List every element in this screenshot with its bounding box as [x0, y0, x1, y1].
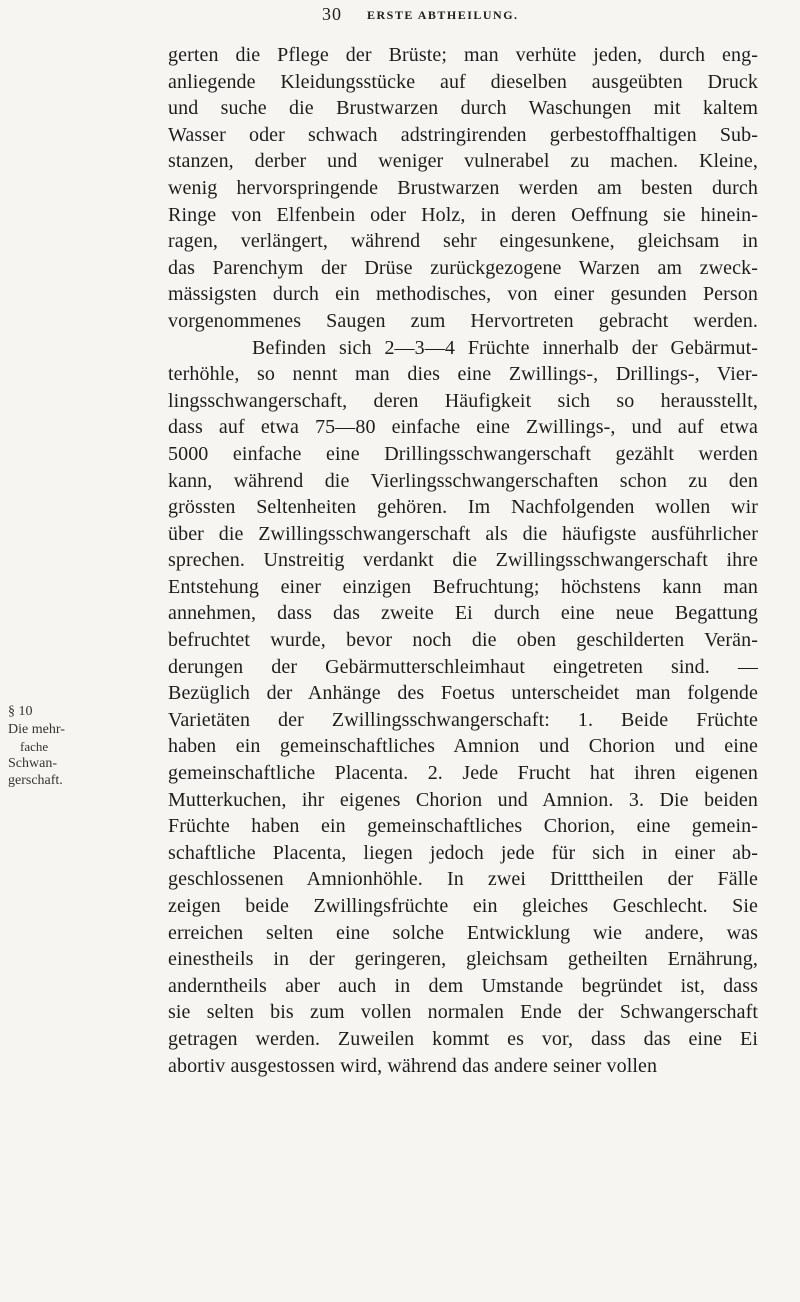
text-line: sie selten bis zum vollen normalen Ende der Schwangerschaft — [168, 1001, 758, 1024]
text-line: mässigsten durch ein methodisches, von einer gesunden Person — [168, 283, 758, 306]
text-line: Wasser oder schwach adstringirenden gerbestoffhaltigen Sub- — [168, 123, 758, 146]
margin-note-line: gerschaft. — [8, 773, 63, 788]
text-line: lingsschwangerschaft, deren Häufigkeit sich so herausstellt, — [168, 389, 758, 412]
text-line: schaftliche Placenta, liegen jedoch jede für sich in einer ab- — [168, 841, 758, 864]
text-line: sprechen. Unstreitig verdankt die Zwillingsschwangerschaft ihre — [168, 549, 758, 572]
text-line: anderntheils aber auch in dem Umstande begründet ist, dass — [168, 974, 758, 997]
text-line: terhöhle, so nennt man dies eine Zwillings-, Drillings-, Vier- — [168, 363, 758, 386]
text-line: befruchtet wurde, bevor noch die oben geschilderten Verän- — [168, 629, 758, 652]
text-line: stanzen, derber und weniger vulnerabel zu machen. Kleine, — [168, 150, 758, 173]
page-number: 30 — [322, 4, 342, 24]
text-line: Befinden sich 2—3—4 Früchte innerhalb der Gebärmut- — [252, 336, 758, 359]
text-line: Bezüglich der Anhänge des Foetus unterscheidet man folgende — [168, 682, 758, 705]
text-line: anliegende Kleidungsstücke auf dieselben ausgeübten Druck — [168, 70, 758, 93]
page-header — [0, 4, 800, 34]
text-line: Ringe von Elfenbein oder Holz, in deren Oeffnung sie hinein- — [168, 203, 758, 226]
text-line: ragen, verlängert, während sehr eingesunkene, gleichsam in — [168, 230, 758, 253]
margin-note-line: Die mehr- — [8, 722, 65, 737]
text-line: derungen der Gebärmutterschleimhaut eingetreten sind. — — [168, 655, 758, 678]
text-line: Entstehung einer einzigen Befruchtung; höchstens kann man — [168, 575, 758, 598]
text-line: abortiv ausgestossen wird, während das andere seiner vollen — [168, 1054, 658, 1077]
text-line: über die Zwillingsschwangerschaft als die häufigste ausführlicher — [168, 522, 758, 545]
text-line: einestheils in der geringeren, gleichsam getheilten Ernährung, — [168, 948, 758, 971]
section-number: § 10 — [8, 704, 33, 719]
text-line: und suche die Brustwarzen durch Waschungen mit kaltem — [168, 97, 758, 120]
text-line: grössten Seltenheiten gehören. Im Nachfolgenden wollen wir — [168, 496, 758, 519]
text-line: vorgenommenes Saugen zum Hervortreten gebracht werden. — [168, 309, 758, 332]
text-line: dass auf etwa 75—80 einfache eine Zwillings-, und auf etwa — [168, 416, 758, 439]
margin-note — [8, 703, 70, 789]
text-line: Mutterkuchen, ihr eigenes Chorion und Amnion. 3. Die beiden — [168, 788, 758, 811]
body-text — [168, 42, 758, 1079]
text-line: haben ein gemeinschaftliches Amnion und Chorion und eine — [168, 735, 758, 758]
text-line: gemeinschaftliche Placenta. 2. Jede Frucht hat ihren eigenen — [168, 762, 758, 785]
text-line: Früchte haben ein gemeinschaftliches Chorion, eine gemein- — [168, 815, 758, 838]
margin-note-line: Schwan- — [8, 756, 57, 771]
margin-note-line: fache — [20, 739, 49, 754]
text-line: Varietäten der Zwillingsschwangerschaft: 1. Beide Früchte — [168, 708, 758, 731]
text-line: geschlossenen Amnionhöhle. In zwei Dritttheilen der Fälle — [168, 868, 758, 891]
text-line: das Parenchym der Drüse zurückgezogene Warzen am zweck- — [168, 256, 758, 279]
text-line: wenig hervorspringende Brustwarzen werden am besten durch — [168, 176, 758, 199]
text-line: zeigen beide Zwillingsfrüchte ein gleiches Geschlecht. Sie — [168, 895, 758, 917]
text-line: erreichen selten eine solche Entwicklung wie andere, was — [168, 921, 758, 944]
text-line: getragen werden. Zuweilen kommt es vor, dass das eine Ei — [168, 1027, 758, 1050]
text-line: annehmen, dass das zweite Ei durch eine neue Begattung — [168, 602, 758, 625]
text-line: gerten die Pflege der Brüste; man verhüte jeden, durch eng- — [168, 44, 758, 66]
text-line: kann, während die Vierlingsschwangerschaften schon zu den — [168, 469, 758, 492]
text-line: 5000 einfache eine Drillingsschwangerschaft gezählt werden — [168, 442, 758, 465]
running-head: ERSTE ABTHEILUNG. — [367, 8, 519, 22]
